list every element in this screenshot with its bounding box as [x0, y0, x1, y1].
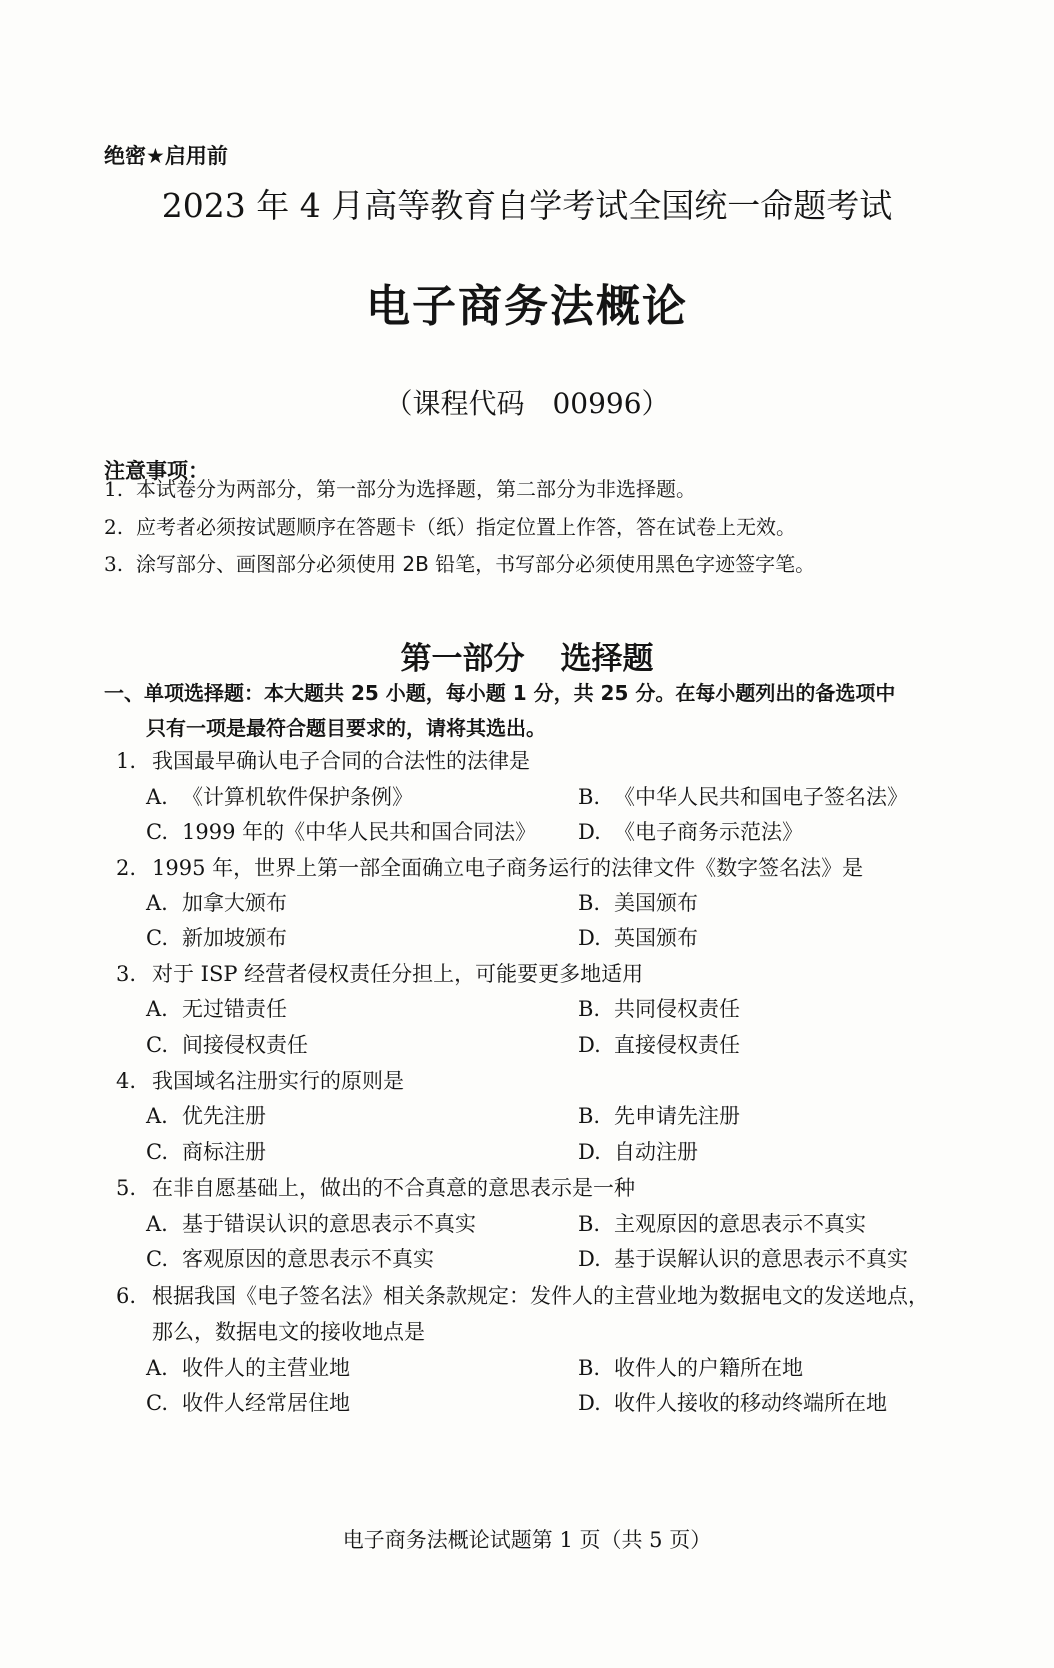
option: [146, 1352, 350, 1382]
option-label: A.: [146, 1356, 168, 1380]
notice-title: 注意事项：: [104, 459, 209, 483]
option-label: B.: [578, 1356, 601, 1380]
option-text: 收件人的主营业地: [182, 1356, 350, 1380]
option: [578, 1387, 887, 1417]
option: [578, 1029, 740, 1059]
part-title-b: 选择题: [560, 641, 654, 677]
secret-mark: 绝密★启用前: [104, 144, 228, 168]
option-label: C.: [146, 1033, 168, 1057]
option-label: C.: [146, 820, 168, 844]
option-label: D.: [578, 1140, 601, 1164]
question-text: 我国域名注册实行的原则是: [152, 1069, 404, 1093]
subject-title: 电子商务法概论: [366, 281, 688, 332]
option-text: 加拿大颁布: [182, 891, 287, 915]
option-text: 基于错误认识的意思表示不真实: [182, 1212, 476, 1236]
course-code-label: （课程代码: [384, 387, 525, 420]
option: [146, 1243, 434, 1273]
question-text: 我国最早确认电子合同的合法性的法律是: [152, 749, 530, 773]
option: [146, 1208, 476, 1238]
option-label: C.: [146, 1391, 168, 1415]
option-text: 共同侵权责任: [614, 997, 740, 1021]
option-label: D.: [578, 1247, 601, 1271]
option: [578, 1243, 908, 1273]
question-text: 对于 ISP 经营者侵权责任分担上，可能要更多地适用: [152, 962, 644, 986]
notice-text: 本试卷分为两部分，第一部分为选择题，第二部分为非选择题。: [136, 477, 696, 501]
question-stem: [116, 1172, 635, 1202]
option-label: B.: [578, 1212, 601, 1236]
question-text: 1995 年，世界上第一部全面确立电子商务运行的法律文件《数字签名法》是: [152, 856, 864, 880]
notice-number: 3.: [104, 552, 124, 576]
option-text: 新加坡颁布: [182, 926, 287, 950]
option: [578, 781, 908, 811]
part-title: [0, 633, 1054, 678]
notice-text: 涂写部分、画图部分必须使用 2B 铅笔，书写部分必须使用黑色字迹签字笔。: [136, 552, 816, 576]
option-label: D.: [578, 926, 601, 950]
question-stem-cont: 那么，数据电文的接收地点是: [152, 1320, 425, 1344]
page-footer: 电子商务法概论试题第 1 页（共 5 页）: [342, 1528, 712, 1552]
option-text: 主观原因的意思表示不真实: [614, 1212, 866, 1236]
section-instructions-cont: 只有一项是最符合题目要求的，请将其选出。: [146, 716, 546, 740]
notice-item: [104, 511, 796, 540]
option-text: 客观原因的意思表示不真实: [182, 1247, 434, 1271]
option-text: 《中华人民共和国电子签名法》: [614, 785, 908, 809]
question-stem: [116, 852, 863, 882]
option: [146, 887, 287, 917]
course-code-number: 00996）: [552, 387, 670, 420]
question-number: 4.: [116, 1069, 137, 1093]
option: [578, 1100, 740, 1130]
option: [578, 816, 803, 846]
option-text: 直接侵权责任: [614, 1033, 740, 1057]
option: [146, 1387, 350, 1417]
course-code: [0, 382, 1054, 422]
option-text: 收件人的户籍所在地: [614, 1356, 803, 1380]
question-stem: [116, 1280, 929, 1310]
part-title-a: 第一部分: [400, 641, 525, 677]
option-text: 美国颁布: [614, 891, 698, 915]
option-label: D.: [578, 820, 601, 844]
question-text: 根据我国《电子签名法》相关条款规定：发件人的主营业地为数据电文的发送地点，: [152, 1284, 929, 1308]
option: [146, 1029, 308, 1059]
option: [578, 1136, 698, 1166]
option: [146, 1136, 266, 1166]
option: [146, 816, 536, 846]
notice-number: 2.: [104, 515, 124, 539]
option-text: 收件人接收的移动终端所在地: [614, 1391, 887, 1415]
exam-title: 2023 年 4 月高等教育自学考试全国统一命题考试: [161, 186, 893, 225]
option: [578, 1352, 803, 1382]
question-number: 3.: [116, 962, 137, 986]
option: [146, 781, 413, 811]
question-stem: [116, 1065, 404, 1095]
option-text: 《计算机软件保护条例》: [182, 785, 413, 809]
question-number: 5.: [116, 1176, 137, 1200]
question-stem: [116, 745, 530, 775]
option-text: 间接侵权责任: [182, 1033, 308, 1057]
option: [146, 922, 287, 952]
section-instructions: 一、单项选择题：本大题共 25 小题，每小题 1 分，共 25 分。在每小题列出的备选项中: [104, 681, 896, 705]
option-label: A.: [146, 997, 168, 1021]
option-text: 收件人经常居住地: [182, 1391, 350, 1415]
option-label: C.: [146, 1247, 168, 1271]
option-label: A.: [146, 891, 168, 915]
option-text: 自动注册: [614, 1140, 698, 1164]
option-label: B.: [578, 997, 601, 1021]
question-number: 1.: [116, 749, 137, 773]
option-label: B.: [578, 1104, 601, 1128]
option-label: C.: [146, 1140, 168, 1164]
option-text: 基于误解认识的意思表示不真实: [614, 1247, 908, 1271]
notice-item: [104, 473, 696, 502]
option: [146, 993, 287, 1023]
notice-text: 应考者必须按试题顺序在答题卡（纸）指定位置上作答，答在试卷上无效。: [136, 515, 796, 539]
option-text: 商标注册: [182, 1140, 266, 1164]
option-label: A.: [146, 785, 168, 809]
option-text: 英国颁布: [614, 926, 698, 950]
notice-item: [104, 548, 815, 577]
option-label: A.: [146, 1104, 168, 1128]
option: [578, 922, 698, 952]
option-label: D.: [578, 1391, 601, 1415]
question-number: 2.: [116, 856, 137, 880]
option: [146, 1100, 266, 1130]
question-text: 在非自愿基础上，做出的不合真意的意思表示是一种: [152, 1176, 635, 1200]
option: [578, 993, 740, 1023]
notice-number: 1.: [104, 477, 124, 501]
option-label: D.: [578, 1033, 601, 1057]
option-label: B.: [578, 891, 601, 915]
option-label: C.: [146, 926, 168, 950]
option-text: 无过错责任: [182, 997, 287, 1021]
option-text: 1999 年的《中华人民共和国合同法》: [182, 820, 537, 844]
option-label: A.: [146, 1212, 168, 1236]
option-label: B.: [578, 785, 601, 809]
question-stem: [116, 958, 643, 988]
question-number: 6.: [116, 1284, 137, 1308]
option: [578, 887, 698, 917]
option: [578, 1208, 866, 1238]
option-text: 先申请先注册: [614, 1104, 740, 1128]
option-text: 《电子商务示范法》: [614, 820, 803, 844]
option-text: 优先注册: [182, 1104, 266, 1128]
